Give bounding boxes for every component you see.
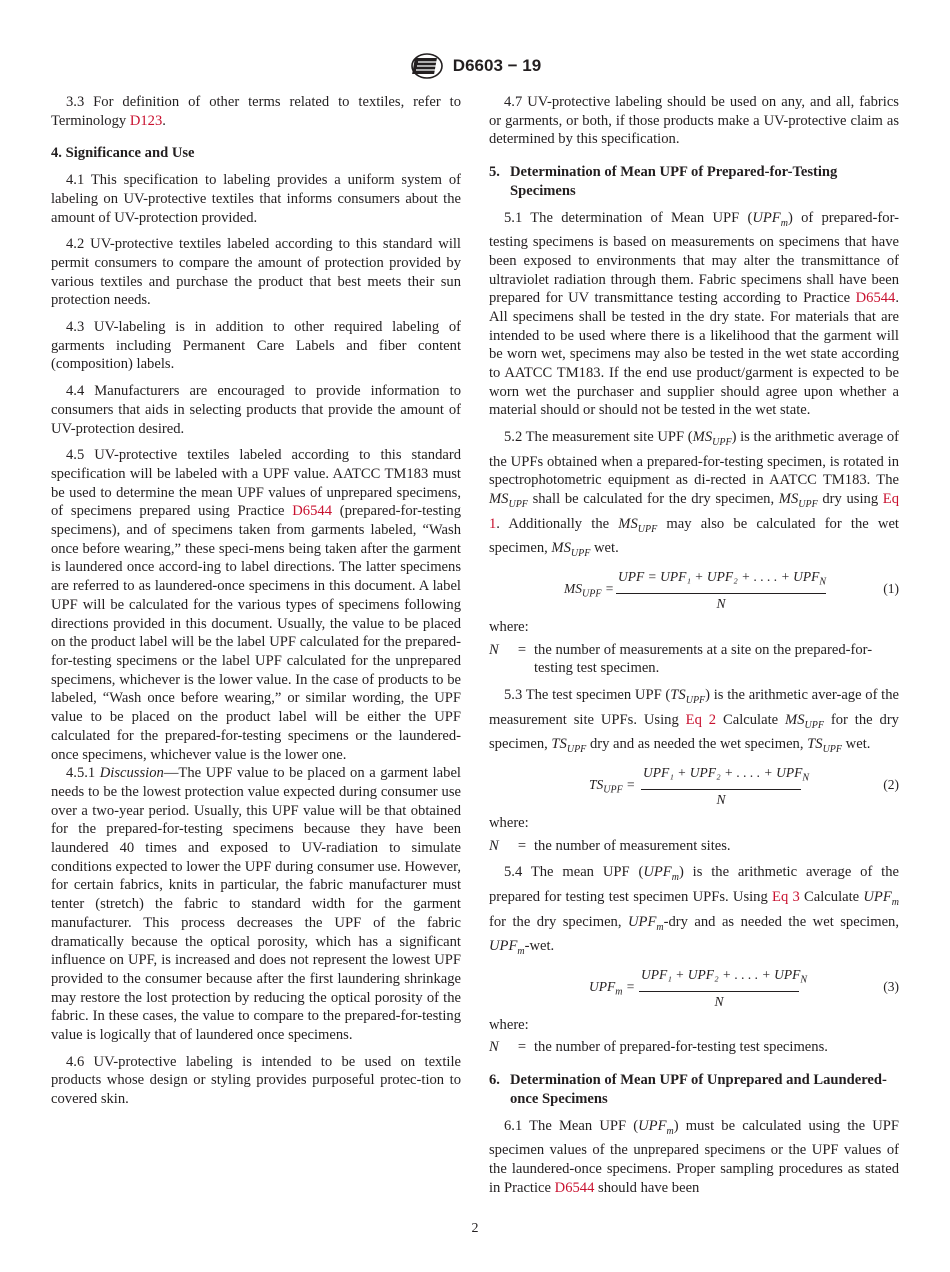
section-4-heading: 4. Significance and Use [51, 145, 195, 162]
where-label: where: [489, 619, 529, 635]
equation-1: $MS_{UPF}$ = UPF = UPF₁ + UPF₂ + . . . . + $UPF_N$ N (1) [564, 569, 899, 612]
para-5-3: 5.3 The test specimen UPF $(TS_{UPF})$ is the arithmetic aver-age of the measurement site UPFs. Using Eq 2 Calculate $MS_{UPF}$ for the dry specimen, $TS_{UPF}$ dry and as needed the wet specimen, $TS_{UPF}$ wet. [489, 687, 900, 756]
definition-row: N = the number of measurement sites. [489, 837, 731, 854]
where-label: where: [489, 814, 529, 831]
link-eq-3[interactable]: Eq 3 [772, 888, 800, 905]
right-column [489, 93, 899, 1197]
para-4-5: 4.5 UV-protective textiles labeled according to this standard specification will be labeled with a UPF value. AATCC TM183 must be used to determine the mean UPF values of unprepared specimens, of specimens prepared using Practice D6544 (prepared-for-testing specimens), and of specimens taken from garments labeled, “Wash once before wearing,” these speci-mens being taken after the garment is laundered once accord-ing to label directions. The latter specimens are referred to as laundered-once specimens in this document. A label UPF will be calculated for the various types of specimens following directions provided in this document. Usually, the value to be placed on the product label will be the label UPF calculated for the prepared-for-testing specimens or the label UPF calculated for the unprepared specimens, whichever is the lower value. In the case of products to be labeled, “Wash once before wearing,” or similar wording, the UPF value to be placed on the product label will be either the UPF calculated for the prepared-for-testing specimens or the laundered-once specimens, whichever value is the lower one. [51, 447, 461, 763]
section-6-heading: 6. Determination of Mean UPF of Unprepared and Laundered-once Specimens [489, 1072, 887, 1107]
page-number: 2 [471, 1221, 479, 1236]
para-4-1: 4.1 This specification to labeling provides a uniform system of labeling on UV-protective textiles that informs consumers about the amount of UV-protection provided. [51, 172, 461, 226]
para-4-6: 4.6 UV-protective labeling is intended to be used on textile products whose design or styling provides purposeful protec-tion to covered skin. [51, 1053, 461, 1108]
astm-logo-icon [409, 52, 445, 80]
equation-number: (2) [883, 776, 899, 792]
link-d6544[interactable]: D6544 [554, 1179, 595, 1196]
definition-row: N = the number of prepared-for-testing test specimens. [489, 1039, 828, 1056]
where-label: where: [489, 1016, 529, 1033]
section-5-heading: 5. Determination of Mean UPF of Prepared-for-Testing Specimens [489, 164, 838, 199]
link-eq-1[interactable]: Eq 1 [489, 491, 899, 532]
para-4-3: 4.3 UV-labeling is in addition to other required labeling of garments including Permanent Care Labels and fiber content (composition) labels. [51, 319, 461, 373]
para-5-2: 5.2 The measurement site UPF $(MS_{UPF})$ is the arithmetic average of the UPFs obtained when a prepared-for-testing specimen, is rotated in spectrophotometric equipment as di-rected in AATCC TM183. The $MS_{UPF}$ shall be calculated for the dry specimen, $MS_{UPF}$ dry using Eq 1. Additionally the $MS_{UPF}$ may also be calculated for the wet specimen, $MS_{UPF}$ wet. [489, 429, 899, 560]
document-number: D6603 − 19 [452, 56, 542, 75]
left-column [51, 93, 461, 1109]
equation-number: (1) [883, 581, 899, 596]
page-header [0, 52, 950, 85]
equation-3: $UPF_m$ = UPF₁ + UPF₂ + . . . . + $UPF_N$ N (3) [589, 966, 899, 1010]
para-4-7: 4.7 UV-protective labeling should be used on any, and all, fabrics or garments, or both, if those products make a UV-protective claim as determined by this specification. [489, 94, 899, 148]
para-4-4: 4.4 Manufacturers are encouraged to provide information to consumers that aids in selecting products that provide the amount of UV-protection desired. [51, 383, 461, 437]
equation-number: (3) [883, 978, 899, 994]
para-6-1: 6.1 The Mean UPF $(UPF_m)$ must be calculated using the UPF specimen values of the unprepared specimens or the UPF values of the laundered-once specimens. Proper sampling procedures as stated in Practice D6544 should have been [489, 1117, 900, 1196]
definition-row: N = the number of measurements at a site on the prepared-for-testing test specimen. [489, 641, 873, 677]
equation-2: $TS_{UPF}$ = UPF₁ + UPF₂ + . . . . + $UPF_N$ N (2) [589, 764, 899, 808]
para-4-5-1: 4.5.1 Discussion—The UPF value to be placed on a garment label needs to be the lowest protection value expected during consumer use over a two-year period. Usually, this UPF value will be that obtained for the prepared-for-testing specimens because they have been laundered 40 times and exposed to UV-radiation to simulate conditions expected to lower the UPF during consumer use. However, for certain fabrics, knits in particular, the fabric manufacturer must tenter (stretch) the fabric to standard width for the garment manufacturer. This process decreases the UPF of the fabric dramatically because the optical porosity, which has a significant influence on UPF, is increased and does not represent the lowest UPF provided to the consumer because after the first laundering shrinkage may restore the lost protection by reducing the optical porosity of the fabric. In these cases, the value to compare to the prepared-for-testing value is logically that of laundered once specimens. [51, 765, 461, 1044]
para-5-4: 5.4 The mean UPF $(UPF_m)$ is the arithmetic average of the prepared for testing test specimen UPFs. Using Eq 3 Calculate $UPF_m$ for the dry specimen, $UPF_m$-dry and as needed the wet specimen, $UPF_m$-wet. [489, 864, 899, 958]
link-d6544[interactable]: D6544 [292, 503, 332, 520]
link-d6544[interactable]: D6544 [855, 290, 896, 307]
link-eq-2[interactable]: Eq 2 [685, 711, 717, 728]
para-3-3: 3.3 For definition of other terms related to textiles, refer to Terminology D123. [51, 94, 461, 129]
para-5-1: 5.1 The determination of Mean UPF $(UPF_m)$ of prepared-for-testing specimens is based on measurements on specimens that have been exposed to environments that may alter the transmittance of ultraviolet radiation through them. Fabric specimens shall have been prepared for UV transmittance testing according to Practice D6544. All specimens shall be tested in the dry state. For materials that are intended to be used where there is a likelihood that the garment will be worn wet, specimens may also be tested in the wet state according to AATCC TM183. If the end use product/garment is expected to be worn wet the purchaser and supplier should agree upon whether a material should or should not be tested in the wet state. [489, 209, 899, 419]
link-d123[interactable]: D123 [129, 112, 163, 129]
para-4-2: 4.2 UV-protective textiles labeled according to this standard will permit consumers to compare the amount of protection provided by various textiles and purchase the product that best meets their sun protection needs. [51, 236, 461, 309]
